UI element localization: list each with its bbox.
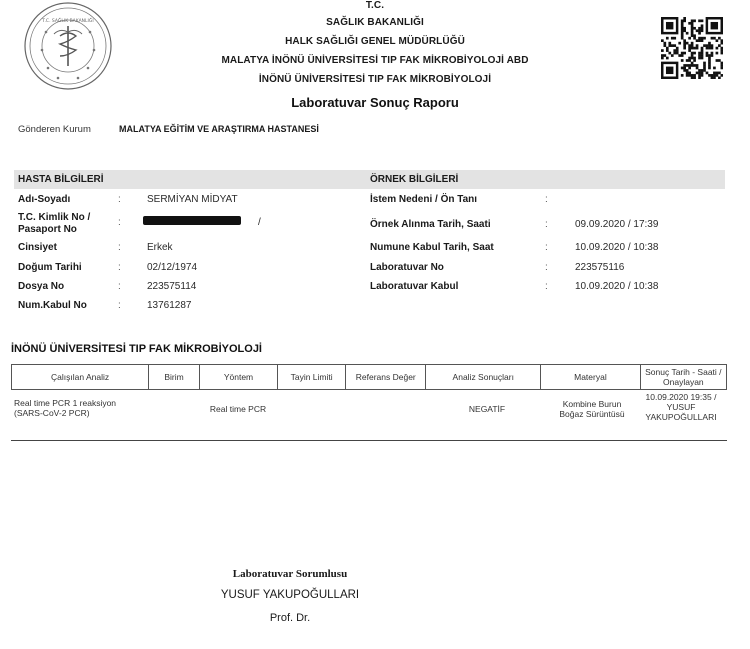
signature-role: Laboratuvar Sorumlusu: [232, 568, 348, 580]
redacted-id-block: [143, 216, 241, 225]
sample-section-title: ÖRNEK BİLGİLERİ: [370, 174, 459, 185]
patient-id-value: /: [258, 217, 261, 228]
header-directorate: HALK SAĞLIĞI GENEL MÜDÜRLÜĞÜ: [285, 36, 465, 47]
header-department: MALATYA İNÖNÜ ÜNİVERSİTESİ TIP FAK MİKROBİYOLOJİ ABD: [221, 55, 529, 66]
patient-accept-value: 13761287: [147, 300, 192, 311]
ministry-seal-logo: [20, 0, 116, 96]
col-method: Yöntem: [199, 365, 277, 390]
patient-accept-label: Num.Kabul No: [18, 300, 87, 311]
lab-no-value: 223575116: [575, 262, 625, 273]
header-ministry: SAĞLIK BAKANLIĞI: [326, 17, 424, 28]
header-tc: T.C.: [365, 0, 385, 11]
patient-gender-value: Erkek: [147, 242, 173, 253]
results-section-title: İNÖNÜ ÜNİVERSİTESİ TIP FAK MİKROBİYOLOJİ: [11, 343, 262, 355]
patient-birthdate-label: Doğum Tarihi: [18, 262, 82, 273]
results-bottom-rule: [11, 440, 727, 441]
lab-accept-value: 10.09.2020 / 10:38: [575, 281, 659, 292]
signature-name: YUSUF YAKUPOĞULLARI: [220, 589, 360, 601]
patient-file-value: 223575114: [147, 281, 197, 292]
col-result: Analiz Sonuçları: [426, 365, 541, 390]
sample-accept-label: Numune Kabul Tarih, Saat: [370, 242, 494, 253]
patient-gender-label: Cinsiyet: [18, 242, 57, 253]
patient-birthdate-value: 02/12/1974: [147, 262, 198, 273]
lab-accept-label: Laboratuvar Kabul: [370, 281, 459, 292]
col-analysis: Çalışılan Analiz: [12, 365, 149, 390]
sample-taken-label: Örnek Alınma Tarih, Saati: [370, 219, 491, 230]
sample-reason-label: İstem Nedeni / Ön Tanı: [370, 194, 478, 205]
result-method: Real time PCR: [209, 404, 267, 414]
result-analysis: Real time PCR 1 reaksiyon (SARS-CoV-2 PCR): [14, 398, 117, 418]
result-date-approver: 10.09.2020 19:35 / YUSUF YAKUPOĞULLARI: [645, 392, 717, 422]
col-reference: Referans Değer: [346, 365, 426, 390]
page-title: Laboratuvar Sonuç Raporu: [291, 95, 459, 110]
sender-value: MALATYA EĞİTİM VE ARAŞTIRMA HASTANESİ: [119, 124, 319, 134]
col-date-approver: Sonuç Tarih - Saati / Onaylayan: [640, 365, 726, 390]
patient-name-value: SERMİYAN MİDYAT: [147, 194, 238, 205]
sample-accept-value: 10.09.2020 / 10:38: [575, 242, 659, 253]
patient-id-label: T.C. Kimlik No / Pasaport No: [18, 212, 91, 235]
col-material: Materyal: [541, 365, 641, 390]
lab-no-label: Laboratuvar No: [370, 262, 444, 273]
result-value: NEGATİF: [468, 404, 506, 414]
patient-section-title: HASTA BİLGİLERİ: [18, 174, 104, 185]
qr-code: [661, 17, 723, 79]
col-limit: Tayin Limiti: [278, 365, 346, 390]
col-unit: Birim: [149, 365, 200, 390]
results-table: [11, 364, 727, 390]
header-lab: İNÖNÜ ÜNİVERSİTESİ TIP FAK MİKROBİYOLOJİ: [258, 74, 492, 85]
result-material: Kombine Burun Boğaz Sürüntüsü: [559, 399, 625, 419]
results-header-row: [12, 365, 727, 390]
patient-name-label: Adı-Soyadı: [18, 194, 71, 205]
signature-title: Prof. Dr.: [269, 612, 311, 624]
sender-label: Gönderen Kurum: [18, 124, 91, 135]
svg-text:T.C. SAĞLIK BAKANLIĞI: T.C. SAĞLIK BAKANLIĞI: [42, 19, 94, 24]
sample-taken-value: 09.09.2020 / 17:39: [575, 219, 659, 230]
patient-file-label: Dosya No: [18, 281, 65, 292]
